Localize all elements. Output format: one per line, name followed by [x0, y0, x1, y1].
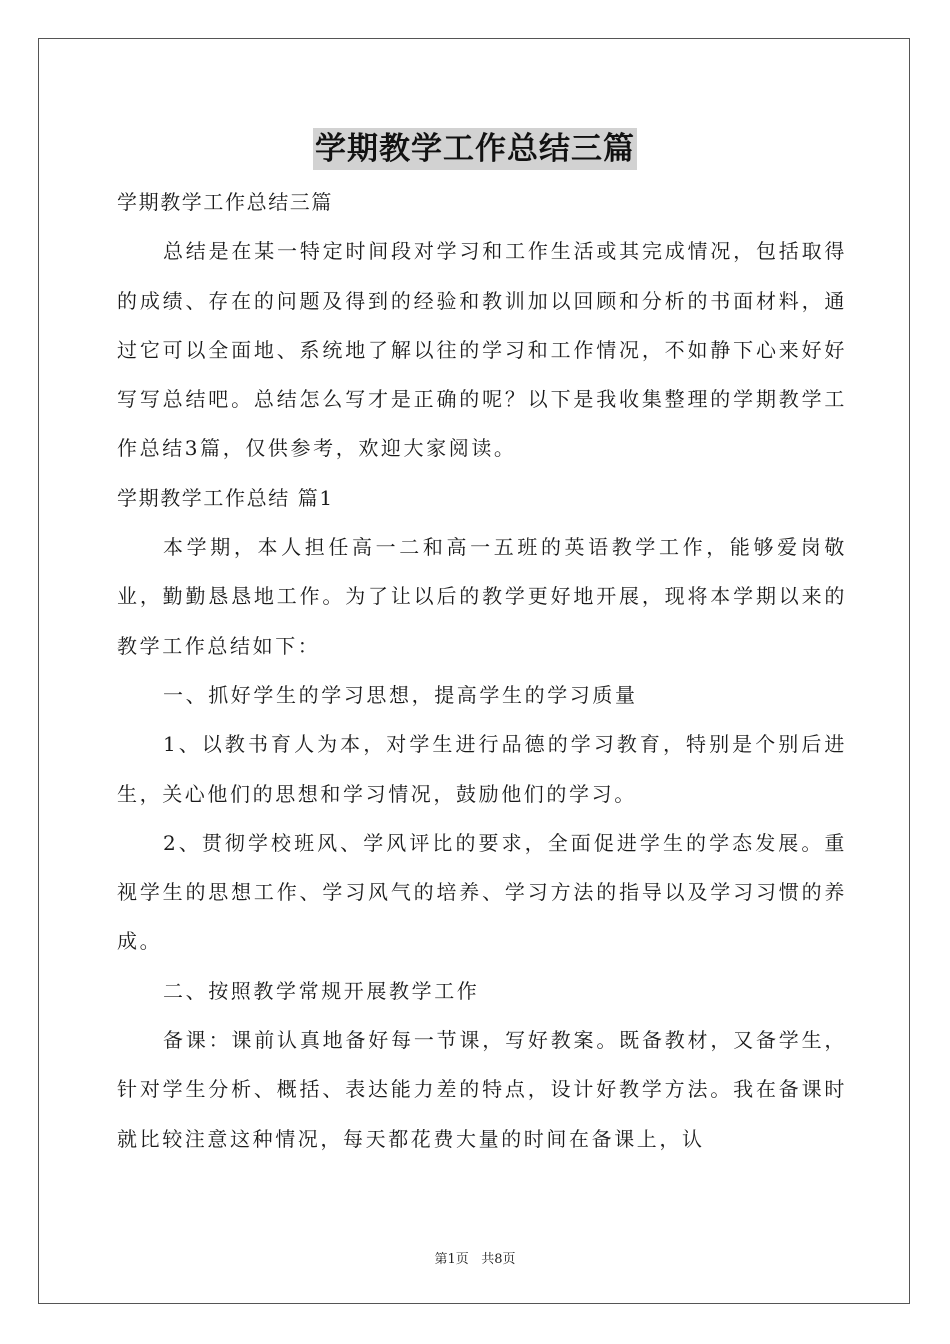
paragraph: 2、贯彻学校班风、学风评比的要求，全面促进学生的学态发展。重视学生的思想工作、学习风气的培养、学习方法的指导以及学习习惯的养成。 — [117, 830, 847, 954]
page-total: 共8页 — [481, 1252, 516, 1267]
paragraph: 总结是在某一特定时间段对学习和工作生活或其完成情况，包括取得的成绩、存在的问题及得到的经验和教训加以回顾和分析的书面材料，通过它可以全面地、系统地了解以往的学习和工作情况，不如静下心来好好写写总结吧。总结怎么写才是正确的呢？以下是我收集整理的学期教学工作总结3篇，仅供参考，欢迎大家阅读。 — [117, 239, 847, 461]
paragraph: 一、抓好学生的学习思想，提高学生的学习质量 — [163, 682, 638, 707]
document-title: 学期教学工作总结三篇 — [313, 128, 637, 170]
section-heading: 学期教学工作总结 篇1 — [117, 485, 334, 510]
paragraph: 1、以教书育人为本，对学生进行品德的学习教育，特别是个别后进生，关心他们的思想和学习情况，鼓励他们的学习。 — [117, 732, 847, 806]
page-footer — [0, 1248, 950, 1267]
paragraph: 备课：课前认真地备好每一节课，写好教案。既备教材，又备学生，针对学生分析、概括、表达能力差的特点，设计好教学方法。我在备课时就比较注意这种情况，每天都花费大量的时间在备课上，认 — [117, 1028, 847, 1151]
paragraph: 二、按照教学常规开展教学工作 — [163, 978, 480, 1003]
document-title-area — [0, 128, 950, 170]
paragraph: 本学期，本人担任高一二和高一五班的英语教学工作，能够爱岗敬业，勤勤恳恳地工作。为了让以后的教学更好地开展，现将本学期以来的教学工作总结如下： — [117, 535, 847, 658]
document-body — [117, 178, 847, 1164]
page-number: 第1页 — [434, 1252, 469, 1267]
subtitle-line: 学期教学工作总结三篇 — [117, 190, 333, 214]
